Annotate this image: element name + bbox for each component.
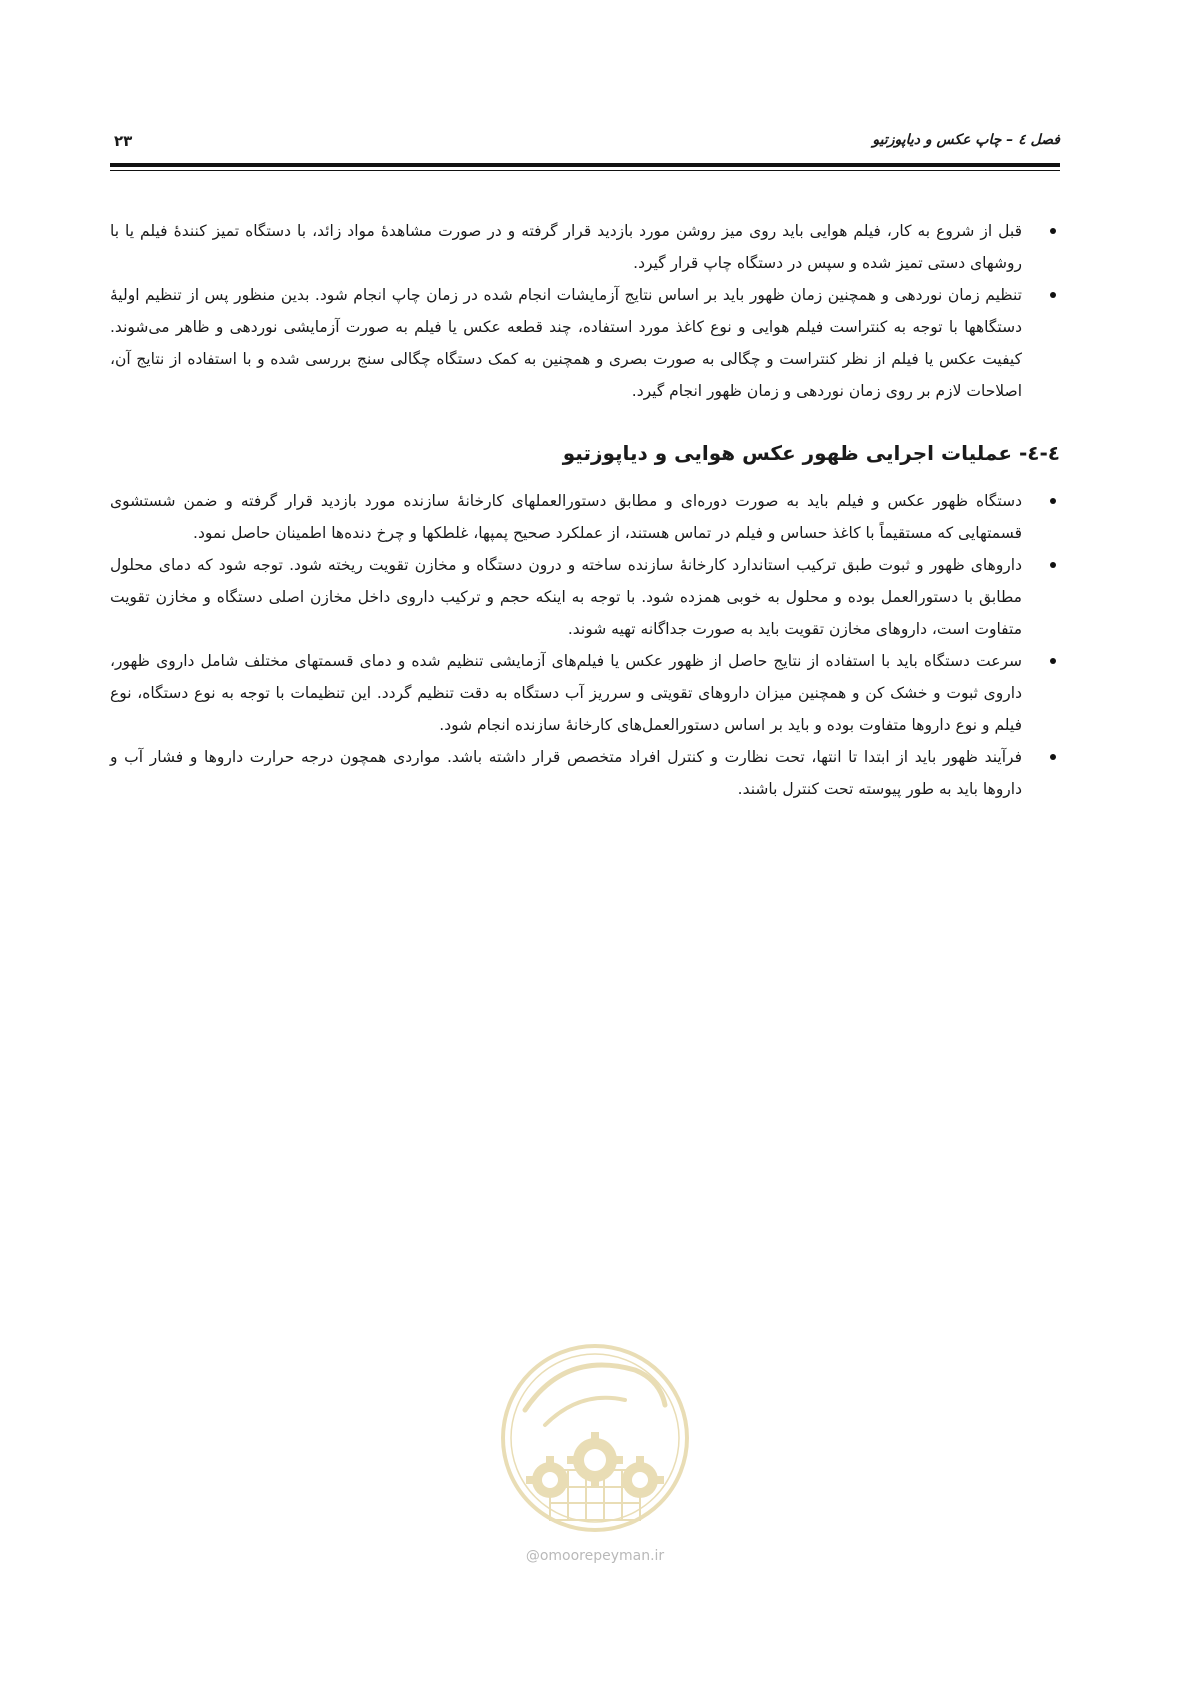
watermark-site (485, 1548, 705, 1564)
header-rule-thin (110, 170, 1060, 171)
list-item (110, 279, 1060, 407)
page-header (110, 128, 1060, 158)
list-item (110, 741, 1060, 805)
watermark-site-text: omoorepeyman.ir (539, 1548, 665, 1564)
header-rule-thick (110, 163, 1060, 167)
list-item-text: فرآیند ظهور باید از ابتدا تا انتها، تحت نظارت و کنترل افراد متخصص قرار داشته باشد. مواردی همچون درجه حرارت داروها و فشار آب و داروها باید به طور پیوسته تحت کنترل باشند. (110, 748, 1022, 798)
intro-bullet-list (110, 215, 1060, 407)
list-item (110, 485, 1060, 549)
bullet-icon (1050, 658, 1056, 664)
chapter-title: فصل ٤ – چاپ عکس و دیاپوزتیو (872, 132, 1060, 148)
section-bullet-list (110, 485, 1060, 805)
page-content (110, 215, 1060, 805)
list-item-text: تنظیم زمان نوردهی و همچنین زمان ظهور باید بر اساس نتایج آزمایشات انجام شده در زمان چاپ انجام شود. بدین منظور پس از تنظیم اولیهٔ دستگاهها با توجه به کنتراست فیلم هوایی و نوع کاغذ مورد استفاده، چند قطعه عکس یا فیلم به صورت آزمایشی نوردهی و ظاهر می‌شوند. کیفیت عکس یا فیلم از نظر کنتراست و چگالی به صورت بصری و همچنین به کمک دستگاه چگالی سنج بررسی شده و با استفاده از نتایج آن، اصلاحات لازم بر روی زمان نوردهی و زمان ظهور انجام گیرد. (110, 286, 1022, 400)
bullet-icon (1050, 562, 1056, 568)
list-item (110, 645, 1060, 741)
at-icon: @ (525, 1548, 540, 1564)
list-item-text: سرعت دستگاه باید با استفاده از نتایج حاصل از ظهور عکس یا فیلم‌های آزمایشی تنظیم شده و دمای قسمتهای مختلف شامل داروی ظهور، داروی ثبوت و خشک کن و همچنین میزان داروهای تقویتی و سرریز آب دستگاه به دقت تنظیم گردد. این تنظیمات با توجه به نوع دستگاه، نوع فیلم و نوع داروها متفاوت بوده و باید بر اساس دستورالعمل‌های کارخانهٔ سازنده انجام شود. (110, 652, 1022, 734)
bullet-icon (1050, 754, 1056, 760)
page-number: ٢٣ (114, 132, 133, 150)
gear-logo-icon (485, 1330, 705, 1560)
list-item (110, 215, 1060, 279)
list-item-text: قبل از شروع به کار، فیلم هوایی باید روی میز روشن مورد بازدید قرار گرفته و در صورت مشاهدهٔ مواد زائد، با دستگاه تمیز کنندهٔ فیلم یا با روشهای دستی تمیز شده و سپس در دستگاه چاپ قرار گیرد. (110, 222, 1022, 272)
list-item-text: دستگاه ظهور عکس و فیلم باید به صورت دوره‌ای و مطابق دستورالعملهای کارخانهٔ سازنده مورد بازدید قرار گرفته و ضمن شستشوی قسمتهایی که مستقیماً با کاغذ حساس و فیلم در تماس هستند، از عملکرد صحیح پمپها، غلطکها و چرخ دنده‌ها اطمینان حاصل نمود. (110, 492, 1022, 542)
list-item-text: داروهای ظهور و ثبوت طبق ترکیب استاندارد کارخانهٔ سازنده ساخته و درون دستگاه و مخازن تقویت ریخته شود. توجه شود که دمای محلول مطابق با دستورالعمل بوده و محلول به خوبی همزده شود. با توجه به اینکه حجم و ترکیب داروی داخل مخازن اصلی دستگاه و مخازن تقویت متفاوت است، داروهای مخازن تقویت باید به صورت جداگانه تهیه شوند. (110, 556, 1022, 638)
bullet-icon (1050, 292, 1056, 298)
section-heading: ٤-٤- عملیات اجرایی ظهور عکس هوایی و دیاپوزتیو (562, 441, 1060, 465)
bullet-icon (1050, 498, 1056, 504)
watermark-logo (485, 1330, 705, 1560)
list-item (110, 549, 1060, 645)
bullet-icon (1050, 228, 1056, 234)
